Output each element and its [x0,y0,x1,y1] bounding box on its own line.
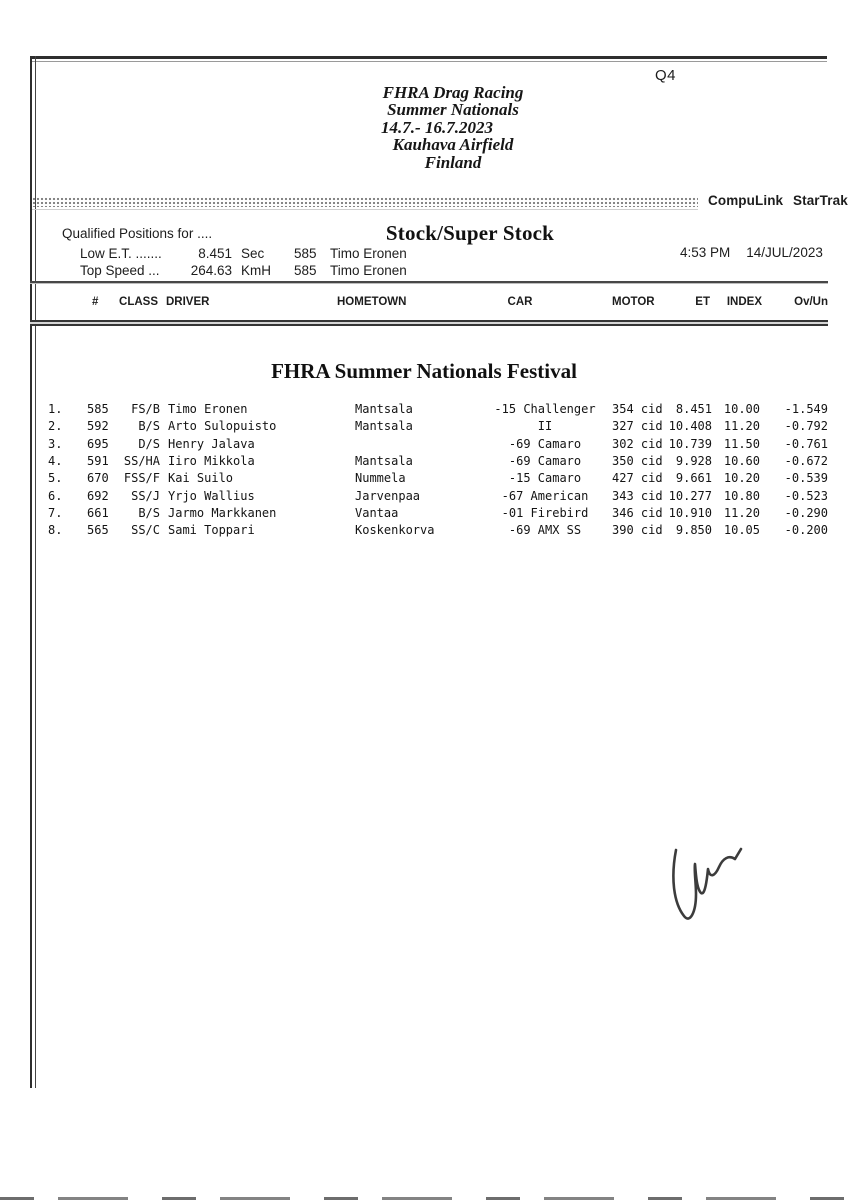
cell-et: 10.408 [668,419,712,434]
cell-car: II [537,419,553,434]
cell-ovun: -0.672 [784,453,828,468]
event-header-line: Finland [424,152,482,172]
cell-motor: 343 cid [612,488,663,503]
cell-ovun: -0.523 [784,488,828,503]
cell-motor: 327 cid [612,419,663,434]
col-header-hometown: HOMETOWN [337,296,407,308]
cell-pos: 3. [48,436,63,451]
dotted-separator [32,197,698,207]
cell-index: 10.60 [723,453,760,468]
cell-pos: 5. [48,471,63,486]
table-row [0,437,848,454]
col-header-number: # [92,296,99,308]
col-header-et: ET [695,296,710,308]
cell-hometown: Vantaa [355,505,399,520]
event-header-line: 14.7.- 16.7.2023 [381,117,493,137]
cell-num: 565 [87,523,109,538]
low-et-entrant: 585 [294,246,317,261]
cell-car: -15 Challenger [494,402,596,416]
top-border-rule [30,56,827,59]
cell-driver: Kai Suilo [168,471,234,486]
col-header-driver: DRIVER [166,296,210,308]
cell-driver: Arto Sulopuisto [168,419,277,434]
print-date: 14/JUL/2023 [746,245,823,260]
cell-index: 11.50 [723,436,760,451]
cell-class: B/S [138,505,160,520]
low-et-value: 8.451 [198,246,232,261]
cell-motor: 302 cid [612,436,663,451]
cell-driver: Iiro Mikkola [168,453,255,468]
cell-ovun: -1.549 [784,402,828,416]
cell-ovun: -0.792 [784,419,828,434]
cell-class: FS/B [131,402,160,416]
low-et-unit: Sec [241,246,265,261]
top-speed-label: Top Speed ... [80,263,160,278]
cell-class: D/S [138,436,160,451]
table-header-top-rule [30,281,828,284]
session-label-q4: Q4 [655,67,677,84]
cell-hometown: Mantsala [355,419,413,434]
cell-class: B/S [138,419,160,434]
cell-car: -01 Firebird [501,505,589,520]
cell-hometown: Mantsala [355,453,413,468]
cell-et: 9.850 [675,523,712,538]
event-header [333,84,573,171]
cell-index: 10.20 [723,471,760,486]
cell-motor: 346 cid [612,505,663,520]
cell-motor: 354 cid [612,402,663,416]
left-border-rule [30,56,36,1088]
cell-et: 10.739 [668,436,712,451]
cell-car: -15 Camaro [508,471,582,486]
cell-pos: 1. [48,402,63,416]
cell-num: 695 [87,436,109,451]
cell-num: 670 [87,471,109,486]
table-row [0,506,848,523]
qualified-positions-label: Qualified Positions for .... [62,226,213,241]
event-header-line: Summer Nationals [387,100,519,120]
cell-class: SS/HA [123,453,160,468]
top-speed-value: 264.63 [190,263,232,278]
cell-class: SS/C [131,523,160,538]
cell-pos: 6. [48,488,63,503]
cell-hometown: Jarvenpaa [355,488,421,503]
cell-hometown: Nummela [355,471,406,486]
table-row [0,471,848,488]
top-border-shadow-rule [30,61,827,62]
cell-class: SS/J [131,488,160,503]
cell-pos: 7. [48,505,63,520]
event-header-line: Kauhava Airfield [392,135,514,155]
cell-motor: 427 cid [612,471,663,486]
cell-et: 8.451 [675,402,712,416]
cell-hometown: Koskenkorva [355,523,435,538]
table-row [0,489,848,506]
class-title: Stock/Super Stock [385,221,555,245]
cell-num: 591 [87,453,109,468]
cell-et: 10.277 [668,488,712,503]
top-speed-unit: KmH [241,263,271,278]
cell-driver: Yrjo Wallius [168,488,255,503]
dotted-separator-rule [32,209,698,210]
cell-num: 592 [87,419,109,434]
cell-driver: Jarmo Markkanen [168,505,277,520]
print-time: 4:53 PM [680,245,731,260]
top-speed-entrant: 585 [294,263,317,278]
top-speed-row [0,263,848,279]
pen-scribble-mark [645,828,765,948]
cell-driver: Henry Jalava [168,436,255,451]
cell-car: -69 Camaro [508,453,582,468]
table-row [0,454,848,471]
col-header-car: CAR [507,296,533,308]
cell-pos: 8. [48,523,63,538]
cell-driver: Sami Toppari [168,523,255,538]
cell-index: 11.20 [723,419,760,434]
cell-et: 10.910 [668,505,712,520]
col-header-ovun: Ov/Un [794,296,828,308]
festival-title: FHRA Summer Nationals Festival [271,359,577,383]
event-header-line: FHRA Drag Racing [382,83,524,102]
cell-index: 11.20 [723,505,760,520]
col-header-index: INDEX [726,296,762,308]
low-et-row [0,246,848,262]
cell-index: 10.00 [723,402,760,416]
table-header-bottom-rule [30,320,828,326]
cell-et: 9.928 [675,453,712,468]
cell-num: 692 [87,488,109,503]
cell-pos: 4. [48,453,63,468]
cell-num: 585 [87,402,109,416]
cell-ovun: -0.200 [784,523,828,538]
low-et-driver: Timo Eronen [330,246,407,261]
cell-ovun: -0.539 [784,471,828,486]
cell-ovun: -0.761 [784,436,828,451]
compulink-brand: CompuLink StarTrak [708,193,848,208]
cell-hometown: Mantsala [355,402,413,416]
cell-car: -69 AMX SS [508,523,582,538]
cell-motor: 350 cid [612,453,663,468]
cell-driver: Timo Eronen [168,402,248,416]
cell-ovun: -0.290 [784,505,828,520]
table-row [0,419,848,436]
top-speed-driver: Timo Eronen [330,263,407,278]
table-header-row [0,296,848,312]
cell-num: 661 [87,505,109,520]
cell-motor: 390 cid [612,523,663,538]
col-header-class: CLASS [119,296,158,308]
table-row [0,523,848,540]
cell-class: FSS/F [123,471,160,486]
low-et-label: Low E.T. ....... [80,246,162,261]
cell-index: 10.05 [723,523,760,538]
cell-car: -67 American [501,488,589,503]
cell-et: 9.661 [675,471,712,486]
cell-car: -69 Camaro [508,436,582,451]
table-row [0,402,848,419]
col-header-motor: MOTOR [612,296,655,308]
cell-index: 10.80 [723,488,760,503]
cell-pos: 2. [48,419,63,434]
